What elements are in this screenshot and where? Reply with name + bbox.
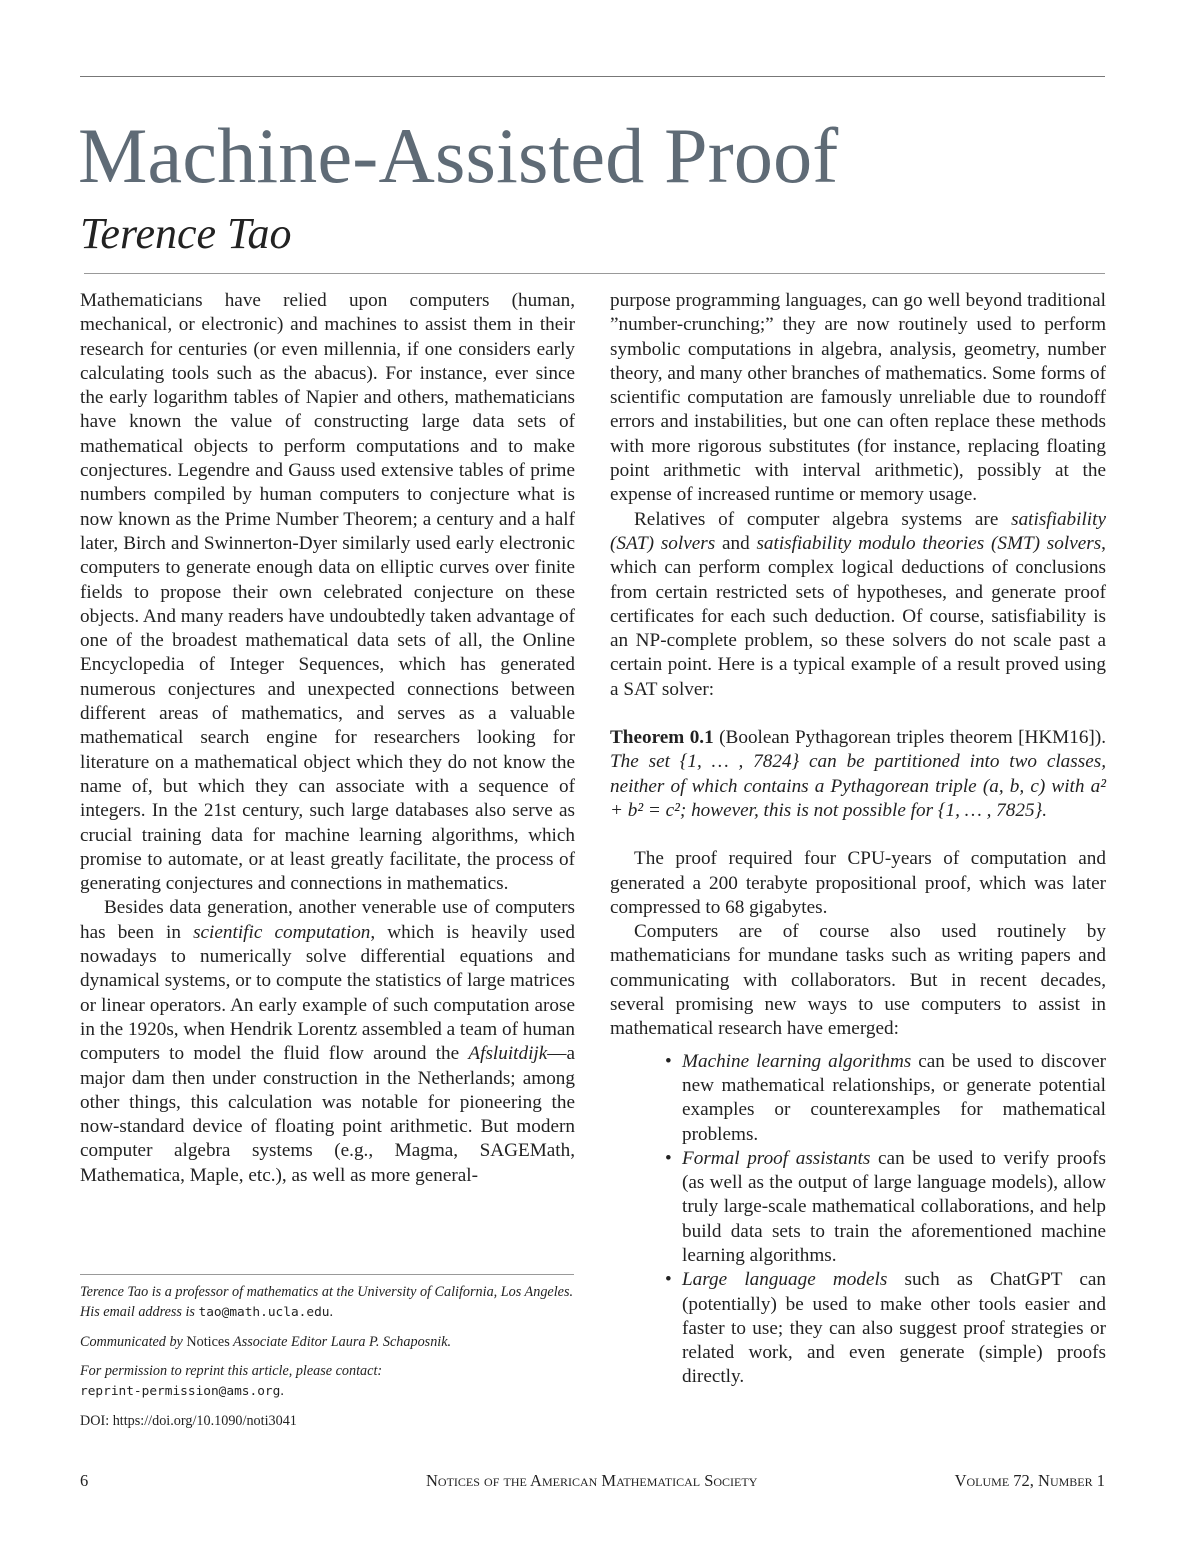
theorem-citation: (Boolean Pythagorean triples theorem [HKM16]). — [713, 727, 1107, 749]
doi-link[interactable]: DOI: https://doi.org/10.1090/noti3041 — [80, 1413, 297, 1429]
permission-note: For permission to reprint this article, please contact: reprint-permission@ams.org. — [80, 1363, 383, 1399]
footnotes — [80, 1282, 575, 1440]
paragraph: Mathematicians have relied upon computers (human, mechanical, or electronic) and machines to assist them in their research for centuries (or even millennia, if one considers early calculating tools such as the abacus). For instance, ever since the early logarithm tables of Napier and others, mathematicians have known the value of constructing large data sets of mathematical objects to perform computations and to make conjectures. Legendre and Gauss used extensive tables of prime numbers compiled by human computers to conjecture what is now known as the Prime Number Theorem; a century and a half later, Birch and Swinnerton-Dyer similarly used early electronic computers to generate enough data on elliptic curves over finite fields to propose their own celebrated conjecture on these objects. And many readers have undoubtedly taken advantage of one of the broadest mathematical data sets of all, the Online Encyclopedia of Integer Sequences, which has generated numerous conjectures and unexpected connections between different areas of mathematics, and serves as a valuable mathematical search engine for researchers looking for literature on a mathematical object which they do not know the name of, but which they can associate with a sequence of integers. In the 21st century, such large databases also serve as crucial training data for machine learning algorithms, which promise to automate, or at least greatly facilitate, the process of generating conjectures and connections in mathematics. — [80, 290, 575, 895]
text-run: Relatives of computer algebra systems are — [634, 508, 1012, 530]
list-item — [682, 1268, 1106, 1389]
list-item — [682, 1147, 1106, 1268]
text-run: Communicated by — [80, 1334, 187, 1350]
emphasis: Machine learning algorithms — [682, 1050, 912, 1072]
text-run: can be used to verify proofs (as well as the output of large language models), allow truly large-scale mathematical collaborations, and help build data sets to train the aforementioned machine learning algorithms. — [682, 1147, 1106, 1266]
text-run: , which is heavily used nowadays to numerically solve differential equations and dynamical systems, or to compute the statistics of large matrices or linear operators. An early example of such computation arose in the 1920s, when Hendrik Lorentz assembled a team of human computers to model the fluid flow around the — [80, 921, 576, 1065]
text-run: Associate Editor Laura P. Schaposnik. — [229, 1334, 452, 1350]
list-item — [682, 1050, 1106, 1147]
theorem-statement: The set {1, … , 7824} can be partitioned into two classes, neither of which contains a Pythagorean triple (a, b, c) with a² + b² = c²; however, this is not possible for {1, … , 7825}. — [610, 751, 1106, 821]
emphasis: satisfiability modulo theories (SMT) solvers — [756, 532, 1102, 554]
emphasis: Formal proof assistants — [682, 1147, 871, 1169]
text-run: such as ChatGPT can (potentially) be used to make other tools easier and faster to use; they can also suggest proof strategies or related work, and even generate (simple) proofs directly. — [682, 1269, 1106, 1388]
paragraph: purpose programming languages, can go well beyond traditional ”number-crunching;” they are now routinely used to perform symbolic computations in algebra, analysis, geometry, number theory, and many other branches of mathematics. Some forms of scientific computation are famously unreliable due to roundoff errors and instabilities, but one can often replace these methods with more rigorous substitutes (for instance, replacing floating point arithmetic with interval arithmetic), possibly at the expense of increased runtime or memory usage. — [610, 290, 1106, 506]
emphasis: scientific computation — [193, 921, 371, 943]
paragraph — [80, 896, 575, 1188]
journal-name: Notices of the American Mathematical Society — [426, 1471, 758, 1490]
top-rule — [80, 76, 1105, 77]
text-run: Notices — [186, 1334, 230, 1350]
emphasis: Afsluitdijk — [468, 1043, 548, 1065]
text-run: Besides data generation, another venerable use of computers has been in — [80, 897, 575, 943]
emphasis: Large language models — [682, 1269, 888, 1291]
text-run: For permission to reprint this article, please contact: — [80, 1363, 383, 1379]
article-title: Machine-Assisted Proof — [78, 112, 839, 199]
text-run: and — [715, 532, 757, 554]
text-run: —a major dam then under construction in the Netherlands; among other things, this calculation was notable for pioneering the now-standard device of floating point arithmetic. But modern computer algebra systems (e.g., Magma, SAGEMath, Mathematica, Maple, etc.), as well as more general- — [80, 1043, 575, 1186]
bullet-list — [610, 1050, 1106, 1390]
volume-number: Volume 72, Number 1 — [954, 1471, 1105, 1490]
text-run: , which can perform complex logical deductions of conclusions from certain restricted sets of hypotheses, and generate proof certificates for each such deduction. Of course, satisfiability is an NP-complete problem, so these solvers do not scale past a certain point. Here is a typical example of a result proved using a SAT solver: — [610, 532, 1106, 700]
text-run: can be used to discover new mathematical relationships, or generate potential examples or counterexamples for mathematical problems. — [682, 1050, 1106, 1145]
emphasis: satisfiability (SAT) solvers — [610, 508, 1106, 554]
author-affiliation-note: Terence Tao is a professor of mathematics at the University of California, Los Angeles. His email address is tao@math.ucla.edu. — [80, 1284, 574, 1320]
page-number: 6 — [80, 1471, 89, 1490]
theorem — [610, 726, 1106, 823]
header-rule — [84, 273, 1105, 274]
author-email-link[interactable]: tao@math.ucla.edu — [198, 1305, 330, 1320]
permission-email-link[interactable]: reprint-permission@ams.org — [80, 1384, 281, 1399]
paragraph: The proof required four CPU-years of computation and generated a 200 terabyte propositional proof, which was later compressed to 68 gigabytes. — [610, 848, 1106, 918]
right-column — [610, 289, 1106, 1390]
text-run: Terence Tao is a professor of mathematics at the University of California, Los Angeles. His email address is — [80, 1284, 574, 1320]
footnote-rule — [80, 1274, 574, 1275]
paragraph: Computers are of course also used routinely by mathematicians for mundane tasks such as writing papers and communicating with collaborators. But in recent decades, several promising new ways to use computers to assist in mathematical research have emerged: — [610, 921, 1106, 1040]
theorem-label: Theorem 0.1 — [610, 727, 714, 749]
paragraph — [610, 508, 1106, 702]
left-column — [80, 289, 575, 1188]
author-name: Terence Tao — [80, 209, 292, 258]
communicated-note — [80, 1332, 575, 1352]
